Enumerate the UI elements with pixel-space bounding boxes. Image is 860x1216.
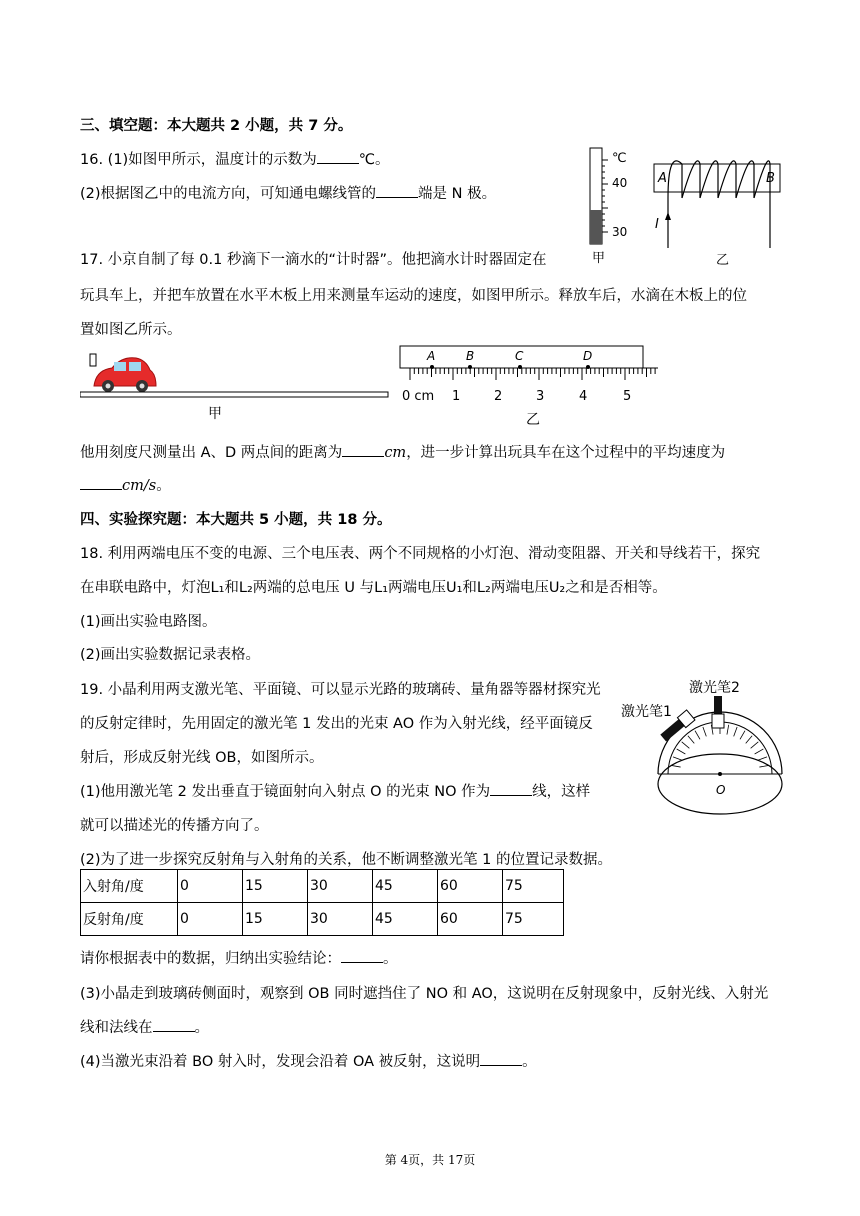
section-3-heading: 三、填空题：本大题共 2 小题，共 7 分。 bbox=[80, 118, 353, 134]
protractor-tick bbox=[677, 749, 686, 754]
drip-timer bbox=[90, 354, 96, 366]
table-cell: 入射角/度 bbox=[81, 870, 178, 903]
table-row bbox=[81, 903, 564, 936]
answer-blank bbox=[80, 475, 122, 490]
ruler-point-b: B bbox=[466, 349, 475, 363]
q16-part1-text: 16. (1)如图甲所示，温度计的示数为 bbox=[80, 152, 317, 168]
unit-cm-per-s: cm/s bbox=[122, 478, 157, 494]
ruler-label-4: 4 bbox=[579, 389, 588, 404]
ruler bbox=[400, 346, 658, 428]
car-caption: 甲 bbox=[208, 406, 222, 422]
answer-blank bbox=[490, 781, 532, 796]
unit-cm: cm bbox=[384, 445, 407, 461]
q18-line1: 18. 利用两端电压不变的电源、三个电压表、两个不同规格的小灯泡、滑动变阻器、开关和导线若干，探究 bbox=[80, 546, 761, 562]
table-cell: 15 bbox=[243, 903, 308, 936]
q17-line3: 置如图乙所示。 bbox=[80, 322, 182, 338]
angle-data-table bbox=[80, 869, 564, 936]
table-cell: 15 bbox=[243, 870, 308, 903]
protractor-tick bbox=[758, 757, 767, 760]
q19-line5: 就可以描述光的传播方向了。 bbox=[80, 818, 269, 834]
q17-line5 bbox=[80, 474, 171, 495]
q17-line1: 17. 小京自制了每 0.1 秒滴下一滴水的“计时器”。他把滴水计时器固定在 bbox=[80, 252, 547, 268]
ruler-label-0: 0 cm bbox=[402, 389, 435, 404]
period: 。 bbox=[383, 951, 398, 967]
period: 。 bbox=[522, 1054, 537, 1070]
q19-normal-text: (1)他用激光笔 2 发出垂直于镜面射向入射点 O 的光束 NO 作为 bbox=[80, 784, 491, 800]
solenoid-end-a: A bbox=[658, 171, 667, 186]
page-footer: 第 4页，共 17页 bbox=[384, 1153, 476, 1167]
thermometer bbox=[590, 148, 627, 266]
current-label: I bbox=[655, 217, 659, 232]
toy-car bbox=[90, 354, 156, 392]
q17-line4 bbox=[80, 441, 725, 462]
answer-blank bbox=[341, 948, 383, 963]
q19-line2: 的反射定律时，先用固定的激光笔 1 发出的光束 AO 作为入射光线，经平面镜反 bbox=[80, 716, 593, 732]
q19-line8: (3)小晶走到玻璃砖侧面时，观察到 OB 同时遮挡住了 NO 和 AO，这说明在反射现象中，反射光线、入射光 bbox=[80, 986, 769, 1002]
q19-line9 bbox=[80, 1016, 209, 1037]
q19-line4 bbox=[80, 780, 590, 801]
protractor-tick bbox=[688, 736, 694, 744]
q16-part1-unit: ℃。 bbox=[358, 152, 390, 168]
q19-conclusion-text: 请你根据表中的数据，归纳出实验结论： bbox=[80, 951, 341, 967]
q18-line2: 在串联电路中，灯泡L₁和L₂两端的总电压 U 与L₁两端电压U₁和L₂两端电压U₂之和是否相等。 bbox=[80, 580, 667, 596]
q16-part2 bbox=[80, 182, 496, 203]
answer-blank bbox=[342, 442, 384, 457]
ruler-point-c: C bbox=[515, 349, 524, 363]
q19-normal-end: 线，这样 bbox=[532, 784, 591, 800]
solenoid-end-b: B bbox=[766, 171, 775, 186]
q19-line7 bbox=[80, 947, 398, 968]
table-cell: 60 bbox=[438, 903, 503, 936]
protractor-tick bbox=[727, 725, 729, 735]
protractor-tick bbox=[734, 727, 737, 736]
period: 。 bbox=[156, 478, 171, 494]
q19-reversible-text: (4)当激光束沿着 BO 射入时，发现会沿着 OA 被反射，这说明 bbox=[80, 1054, 481, 1070]
q17-line2: 玩具车上，并把车放置在水平木板上用来测量车运动的速度，如图甲所示。释放车后，水滴在木板上的位 bbox=[80, 288, 747, 304]
table-cell: 45 bbox=[373, 870, 438, 903]
q16-part2-end: 端是 N 极。 bbox=[418, 186, 497, 202]
protractor-tick bbox=[682, 742, 690, 748]
q16-part1 bbox=[80, 148, 390, 169]
table-row bbox=[81, 870, 564, 903]
answer-blank bbox=[376, 183, 418, 198]
q18-line3: (1)画出实验电路图。 bbox=[80, 614, 217, 630]
table-cell: 60 bbox=[438, 870, 503, 903]
protractor-tick bbox=[695, 731, 700, 740]
protractor-tick bbox=[673, 757, 682, 760]
q19-line1: 19. 小晶利用两支激光笔、平面镜、可以显示光路的玻璃砖、量角器等器材探究光 bbox=[80, 682, 601, 698]
ruler-label-3: 3 bbox=[536, 389, 545, 404]
protractor-tick bbox=[740, 731, 745, 740]
solenoid-caption: 乙 bbox=[716, 253, 730, 268]
q18-line4: (2)画出实验数据记录表格。 bbox=[80, 647, 261, 663]
incidence-point-o: O bbox=[716, 783, 726, 797]
thermometer-unit: ℃ bbox=[612, 151, 627, 166]
protractor-tick bbox=[703, 727, 706, 736]
answer-blank bbox=[480, 1051, 522, 1066]
q16-part2-text: (2)根据图乙中的电流方向，可知通电螺线管的 bbox=[80, 186, 377, 202]
table-cell: 0 bbox=[178, 870, 243, 903]
q17-speed-text: ，进一步计算出玩具车在这个过程中的平均速度为 bbox=[406, 445, 726, 461]
q19-line10 bbox=[80, 1050, 537, 1071]
q19-plane-text: 线和法线在 bbox=[80, 1020, 153, 1036]
q19-line6: (2)为了进一步探究反射角与入射角的关系，他不断调整激光笔 1 的位置记录数据。 bbox=[80, 852, 612, 868]
ruler-point-a: A bbox=[427, 349, 436, 363]
table-cell: 75 bbox=[503, 870, 564, 903]
section-4-heading: 四、实验探究题：本大题共 5 小题，共 18 分。 bbox=[80, 512, 392, 528]
answer-blank bbox=[317, 149, 359, 164]
laser-reflection-figure bbox=[615, 672, 790, 822]
answer-blank bbox=[153, 1017, 195, 1032]
ruler-point-d: D bbox=[583, 349, 593, 363]
car-ruler-figure bbox=[80, 340, 680, 430]
period: 。 bbox=[194, 1020, 209, 1036]
laser-pen-1-label: 激光笔1 bbox=[621, 704, 672, 720]
ruler-label-5: 5 bbox=[623, 389, 632, 404]
ruler-label-1: 1 bbox=[452, 389, 461, 404]
table-cell: 45 bbox=[373, 903, 438, 936]
ruler-caption: 乙 bbox=[526, 412, 540, 428]
laser-pen-2-label: 激光笔2 bbox=[689, 680, 740, 696]
thermometer-label-40: 40 bbox=[612, 176, 628, 190]
q19-line3: 射后，形成反射光线 OB，如图所示。 bbox=[80, 750, 324, 766]
protractor-tick bbox=[746, 736, 752, 744]
thermometer-solenoid-figure bbox=[570, 140, 790, 270]
q17-distance-text: 他用刻度尺测量出 A、D 两点间的距离为 bbox=[80, 445, 343, 461]
thermometer-caption: 甲 bbox=[592, 251, 606, 266]
ruler-label-2: 2 bbox=[494, 389, 503, 404]
wooden-board bbox=[80, 392, 388, 397]
table-cell: 30 bbox=[308, 903, 373, 936]
table-cell: 30 bbox=[308, 870, 373, 903]
table-cell: 75 bbox=[503, 903, 564, 936]
table-cell: 反射角/度 bbox=[81, 903, 178, 936]
thermometer-label-30: 30 bbox=[612, 225, 628, 239]
table-cell: 0 bbox=[178, 903, 243, 936]
protractor-tick bbox=[751, 742, 759, 748]
protractor-tick bbox=[755, 749, 764, 754]
solenoid bbox=[654, 161, 780, 268]
